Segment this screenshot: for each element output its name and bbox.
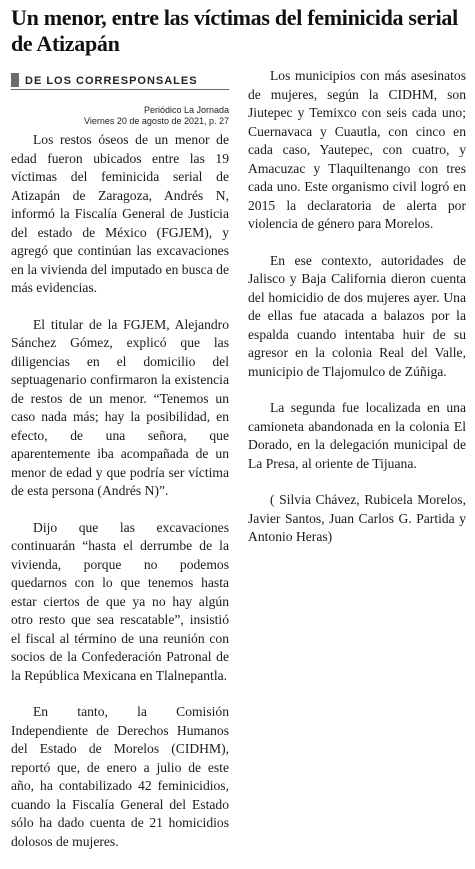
source-publication: Periódico La Jornada xyxy=(143,105,229,115)
author-credits: ( Silvia Chávez, Rubicela Morelos, Javier Santos, Juan Carlos G. Partida y Antonio Heras) xyxy=(248,492,466,544)
paragraph: Los municipios con más asesinatos de mujeres, según la CIDHM, son Jiutepec y Temixco con seis cada uno; Cuernavaca y Cuautla, con cinco en cada caso, Yautepec, con cuatro, y Amacuzac y Tlaquiltenango con tres cada uno. Este organismo civil logró en 2015 la declaratoria de alerta por violencia de género para Morelos. xyxy=(248,68,466,231)
paragraph: El titular de la FGJEM, Alejandro Sánchez Gómez, explicó que las diligencias en el domicilio del septuagenario confirmaron la existencia de restos de un menor. “Tenemos un caso nada más; hay la posibilidad, en efecto, de una señora, que aparentemente iba acompañada de un menor de edad y que podría ser víctima de esta persona (Andrés N)”. xyxy=(11,316,229,498)
article-column-left xyxy=(11,71,229,869)
article-headline: Un menor, entre las víctimas del feminicida serial de Atizapán xyxy=(11,5,458,56)
paragraph: La segunda fue localizada en una camioneta abandonada en la colonia El Dorado, en la delegación municipal de La Presa, al oriente de Tijuana. xyxy=(248,400,466,471)
paragraph: En tanto, la Comisión Independiente de Derechos Humanos del Estado de Morelos (CIDHM), reportó que, de enero a julio de este año, ha contabilizado 42 feminicidios, cuando la Fiscalía General del Estado sólo ha dado cuenta de 21 homicidios dolosos de mujeres. xyxy=(11,704,229,849)
source-info xyxy=(11,105,229,127)
article-column-right xyxy=(248,67,466,565)
paragraph: Los restos óseos de un menor de edad fueron ubicados entre las 19 víctimas del feminicida serial de Atizapán de Zaragoza, Andrés N, informó la Fiscalía General de Justicia del estado de México (FGJEM), y agregó que continúan las excavaciones en la vivienda del imputado en busca de más evidencias. xyxy=(11,132,229,295)
byline xyxy=(11,71,229,90)
byline-bar xyxy=(11,73,19,87)
paragraph: Dijo que las excavaciones continuarán “hasta el derrumbe de la vivienda, porque no podemos quedarnos con lo que tenemos hasta estar ciertos de que ya no hay algún otro resto que sea rescatable”, insistió el fiscal al término de una reunión con socios de la Confederación Patronal de la República Mexicana en Tlalnepantla. xyxy=(11,519,229,683)
byline-text: DE LOS CORRESPONSALES xyxy=(25,75,198,87)
paragraph: En ese contexto, autoridades de Jalisco y Baja California dieron cuenta del homicidio de dos mujeres ayer. Una de ellas fue atacada a balazos por la espalda cuando intentaba huir de su agresor en la colonia Real del Valle, municipio de Tlajomulco de Zúñiga. xyxy=(248,252,466,379)
source-date: Viernes 20 de agosto de 2021, p. 27 xyxy=(84,116,229,126)
